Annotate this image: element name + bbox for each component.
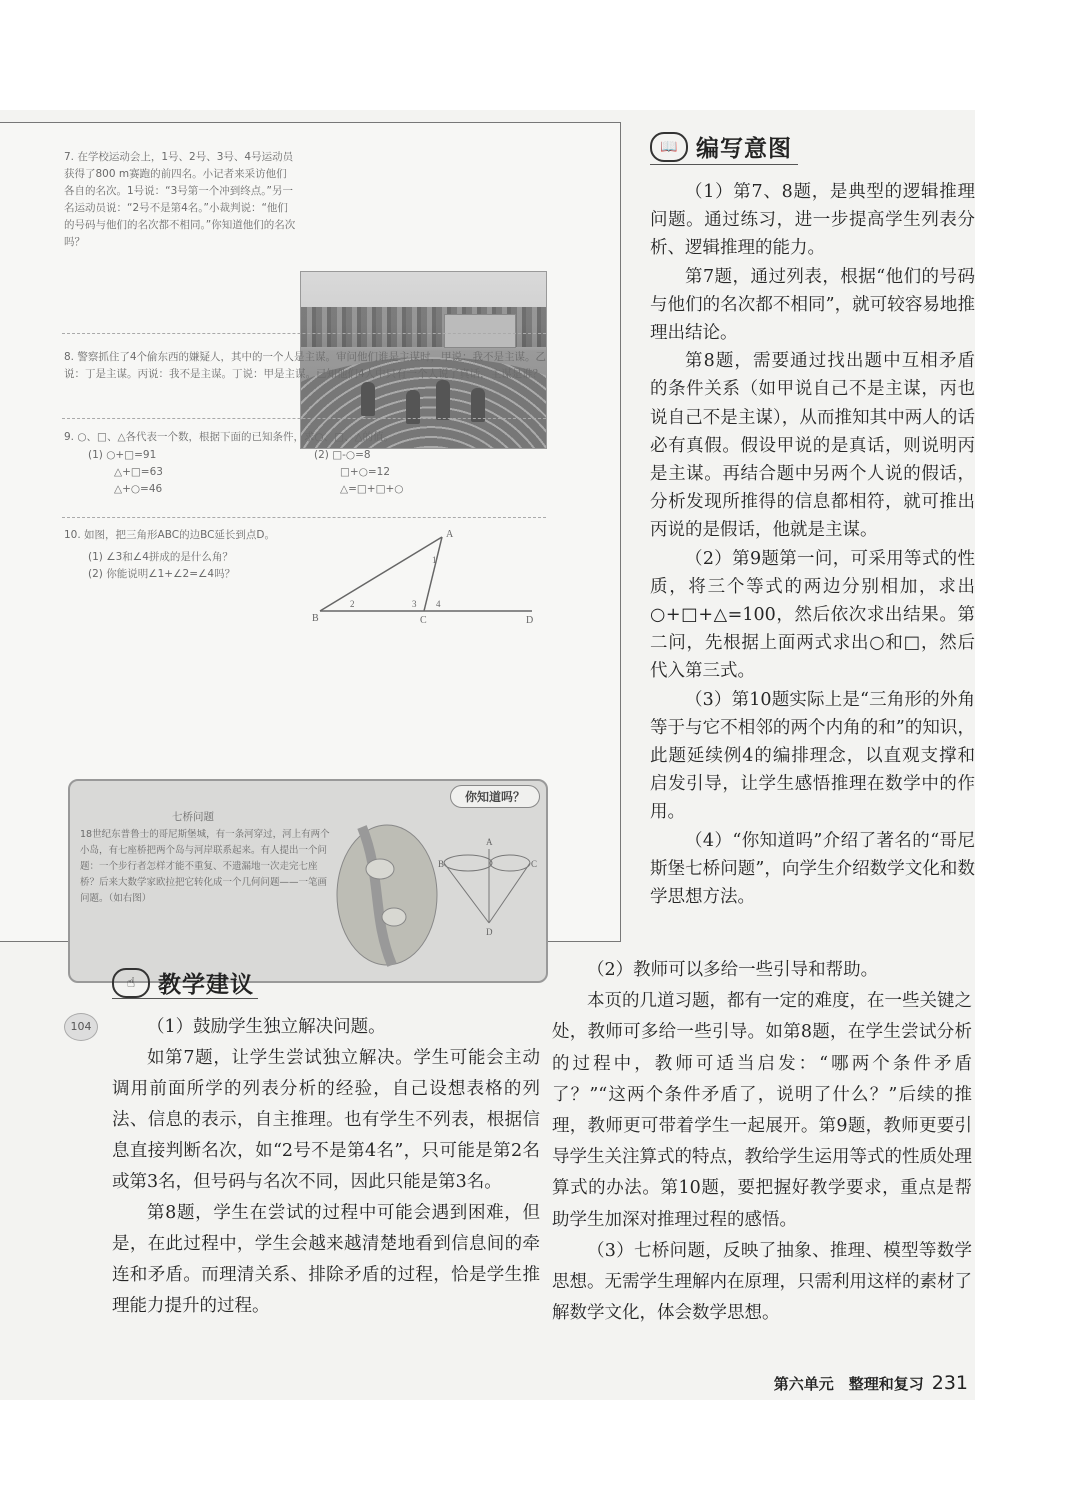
- intent-header-title: 编写意图: [696, 136, 792, 162]
- intent-header: [650, 130, 792, 163]
- angle-label-2: 2: [350, 599, 355, 609]
- seven-bridges-text: 18世纪东普鲁士的哥尼斯堡城，有一条河穿过，河上有两个小岛，有七座桥把两个岛与河岸联系起来。有人提出一个问题：一个步行者怎样才能不重复、不遗漏地一次走完七座桥？后来大数学家欧拉把它转化成一个几何问题——一笔画问题。（如右图）: [80, 829, 330, 904]
- page-footer: [774, 1372, 968, 1394]
- triangle-label-c: C: [420, 615, 427, 623]
- intent-body: [650, 178, 975, 911]
- suggestion-paragraph: 如第7题，让学生尝试独立解决。学生可能会主动调用前面所学的列表分析的经验，自己设想表格的列法、信息的表示，自主推理。也有学生不列表，根据信息直接判断名次，如“2号不是第4名”，只可能是第2名或第3名，但号码与名次不同，因此只能是第3名。: [112, 1048, 540, 1192]
- suggestions-header-underline: [112, 998, 258, 999]
- intent-paragraph: （3）第10题实际上是“三角形的外角等于与它不相邻的两个内角的和”的知识，此题延续例4的编排理念，以直观支撑和启发引导，让学生感悟推理在数学中的作用。: [650, 689, 975, 823]
- graph-label-a: A: [486, 837, 493, 847]
- suggestion-paragraph: （3）七桥问题，反映了抽象、推理、模型等数学思想。无需学生理解内在原理，只需利用这样的素材了解数学文化，体会数学思想。: [552, 1240, 972, 1324]
- footer-page-number: 231: [931, 1372, 968, 1394]
- intent-paragraph: （4）“你知道吗”介绍了著名的“哥尼斯堡七桥问题”，向学生介绍数学文化和数学思想方法。: [650, 830, 975, 908]
- suggestion-paragraph: 本页的几道习题，都有一定的难度，在一些关键之处，教师可多给一些引导。如第8题，在学生尝试分析的过程中，教师可适当启发：“哪两个条件矛盾了？”“这两个条件矛盾了，说明了什么？”后续的推理，教师更可带着学生一起展开。第9题，教师更要引导学生关注算式的特点，教给学生运用等式的性质处理算式的办法。第10题，要把握好教学要求，重点是帮助学生加深对推理过程的感悟。: [552, 991, 972, 1230]
- textbook-page-number: 104: [64, 1013, 98, 1041]
- suggestion-paragraph: 第8题，学生在尝试的过程中可能会遇到困难，但是，在此过程中，学生会越来越清楚地看到信息间的牵连和矛盾。而理清关系、排除矛盾的过程，恰是学生推理能力提升的过程。: [112, 1203, 540, 1316]
- triangle-label-a: A: [446, 529, 454, 540]
- suggestion-paragraph: （2）教师可以多给一些引导和帮助。: [587, 960, 879, 980]
- textbook-question-9-part2: (2) □-○=8 □+○=12 △=□+□+○: [314, 449, 404, 495]
- triangle-label-d: D: [526, 615, 534, 623]
- seven-bridges-title: 七桥问题: [172, 811, 214, 823]
- angle-label-1: 1: [432, 555, 437, 565]
- intent-paragraph: （2）第9题第一问，可采用等式的性质，将三个等式的两边分别相加，求出○+□+△=100，然后依次求出结果。第二问，先根据上面两式求出○和□，然后代入第三式。: [650, 548, 975, 682]
- pointing-hand-icon: ☝: [112, 968, 150, 998]
- graph-label-c: C: [531, 859, 538, 869]
- footer-unit-title: 第六单元 整理和复习: [773, 1375, 924, 1393]
- konigsberg-map: [332, 817, 445, 967]
- triangle-label-b: B: [312, 613, 319, 623]
- graph-label-d: D: [486, 927, 493, 937]
- intent-paragraph: （1）第7、8题，是典型的逻辑推理问题。通过练习，进一步提高学生列表分析、逻辑推理的能力。: [650, 182, 975, 259]
- suggestions-left-column: [112, 1012, 540, 1322]
- triangle-diagram: [312, 527, 542, 623]
- seven-bridges-graph: [438, 837, 538, 937]
- textbook-question-10: 10. 如图，把三角形ABC的边BC延长到点D。: [64, 529, 276, 541]
- textbook-question-7: 7. 在学校运动会上，1号、2号、3号、4号运动员获得了800 m赛跑的前四名。小记者来采访他们各自的名次。1号说：“3号第一个冲到终点。”另一名运动员说：“2号不是第4名。”小裁判说：“他们的号码与他们的名次都不相同。”你知道他们的名次吗？: [64, 151, 296, 248]
- textbook-question-9-part1: (1) ○+□=91 △+□=63 △+○=46: [88, 449, 163, 495]
- did-you-know-tag: 你知道吗？: [450, 785, 540, 808]
- book-icon: 📖: [650, 132, 688, 162]
- intent-paragraph: 第8题，需要通过找出题中互相矛盾的条件关系（如甲说自己不是主谋，丙也说自己不是主谋），从而推知其中两人的话必有真假。假设甲说的是真话，则说明丙是主谋。再结合题中另两个人说的假话，分析发现所推得的信息都相符，就可推出丙说的是假话，他就是主谋。: [650, 351, 975, 541]
- textbook-question-10-subs: (1) ∠3和∠4拼成的是什么角？ (2) 你能说明∠1+∠2=∠4吗？: [88, 551, 236, 580]
- suggestions-header: [112, 966, 254, 999]
- angle-label-4: 4: [436, 599, 441, 609]
- angle-label-3: 3: [412, 599, 417, 609]
- intent-paragraph: 第7题，通过列表，根据“他们的号码与他们的名次都不相同”，就可较容易地推理出结论。: [650, 266, 975, 344]
- did-you-know-box: [68, 779, 548, 983]
- textbook-question-9-intro: 9. ○、□、△各代表一个数，根据下面的已知条件，求○、□、△的值。: [64, 431, 395, 443]
- graph-label-b: B: [438, 859, 445, 869]
- suggestions-header-title: 教学建议: [158, 972, 254, 998]
- textbook-question-8: 8. 警察抓住了4个偷东西的嫌疑人，其中的一个人是主谋。审问他们谁是主谋时，甲说：我不是主谋。乙说：丁是主谋。丙说：我不是主谋。丁说：甲是主谋。已知他们4人中只有一个人说了真话，主谋是谁？: [64, 351, 547, 380]
- suggestions-right-column: [552, 955, 972, 1329]
- suggestion-paragraph: （1）鼓励学生独立解决问题。: [147, 1017, 386, 1037]
- intent-header-underline: [650, 164, 798, 165]
